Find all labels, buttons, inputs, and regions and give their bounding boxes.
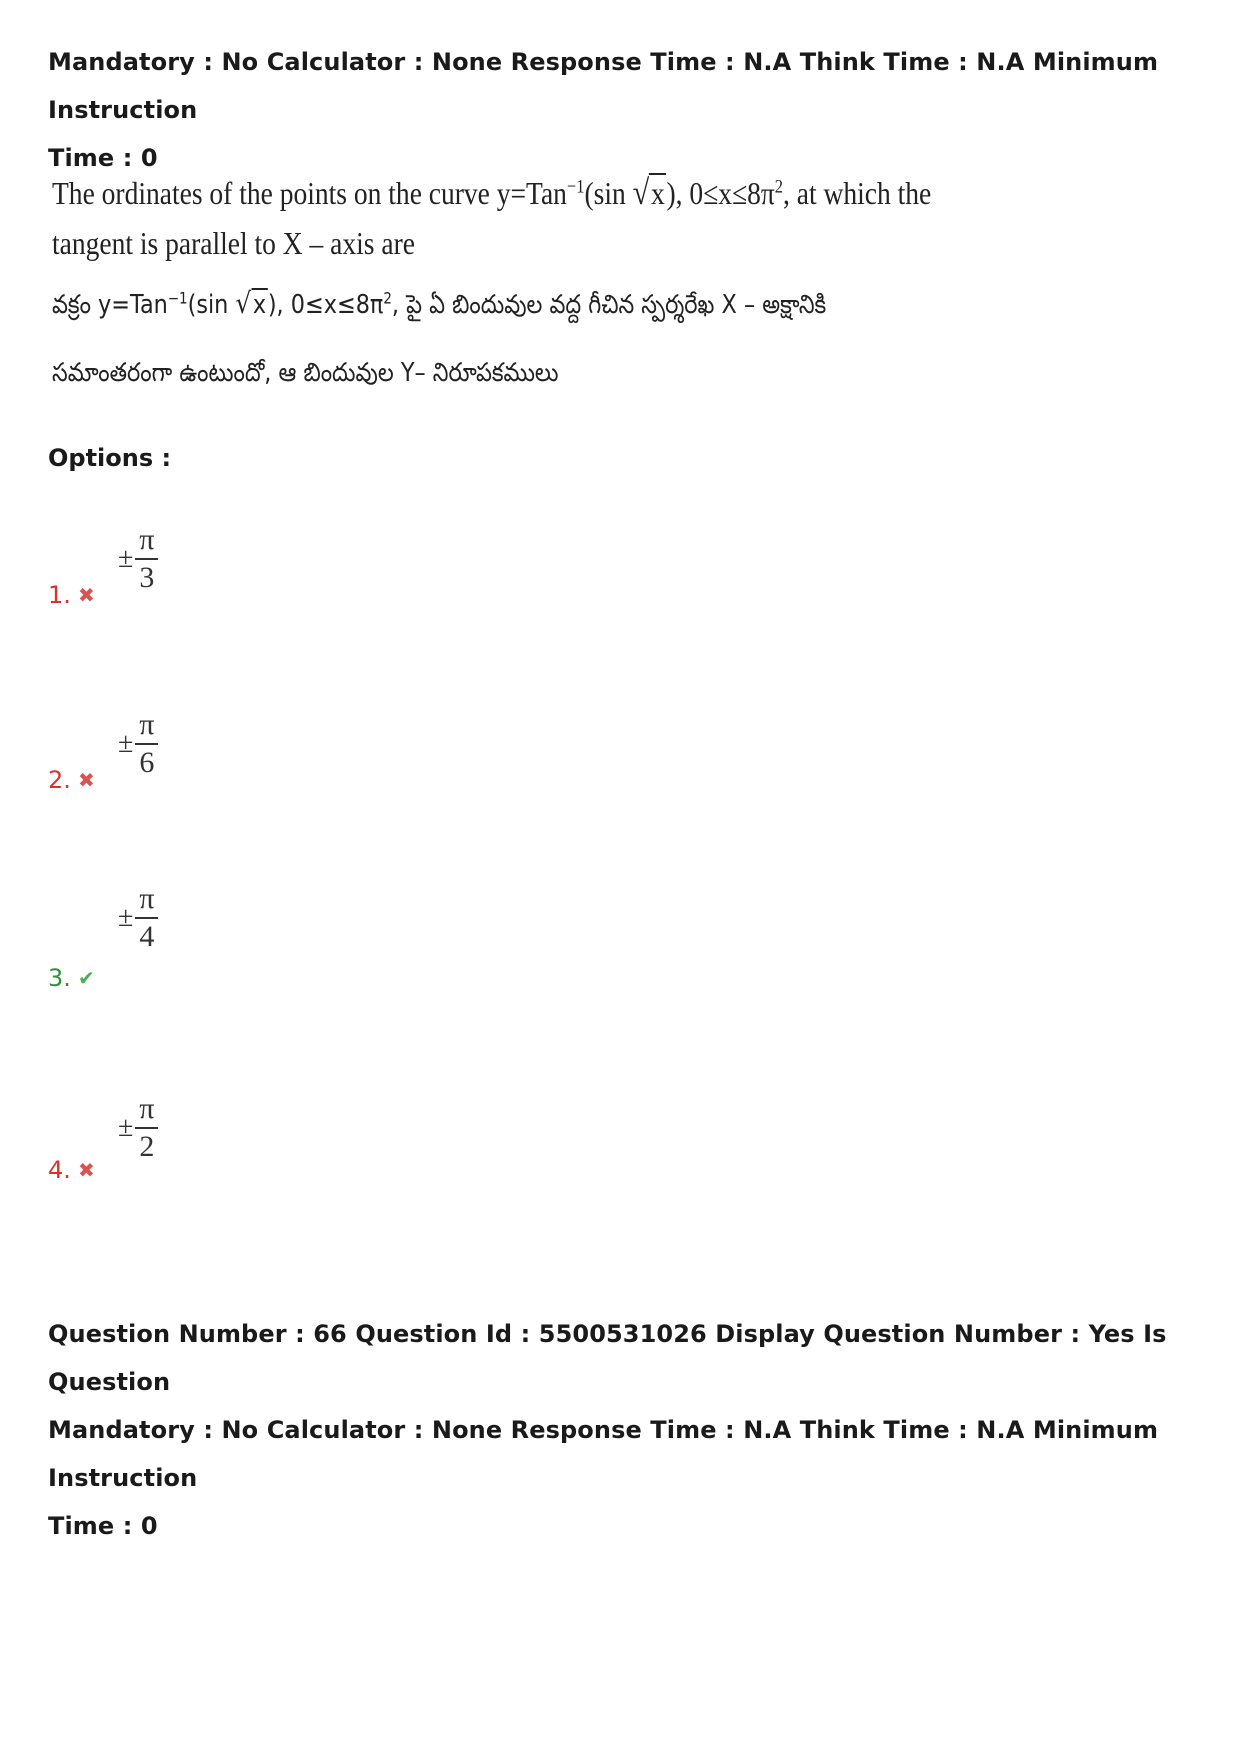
fraction [135, 881, 158, 955]
next-meta-line-1: Question Number : 66 Question Id : 5500531026 Display Question Number : Yes Is Question [48, 1320, 1167, 1396]
q-en-sup1: −1 [566, 176, 585, 198]
meta-line-2: Time : 0 [48, 144, 158, 172]
sqrt-sign-te: √ [235, 286, 252, 320]
wrong-mark-icon: ✖ [78, 768, 95, 792]
q-en-pre: The ordinates of the points on the curve y=Tan [52, 175, 567, 211]
fraction [135, 707, 158, 781]
q-en-sup2: 2 [774, 176, 784, 198]
numerator: π [139, 1092, 155, 1125]
question-english-line-1 [52, 168, 932, 218]
option-value [118, 881, 158, 955]
sqrt-arg-te: x [252, 290, 267, 320]
option-value [118, 707, 158, 781]
next-meta-line-2: Mandatory : No Calculator : None Response Time : N.A Think Time : N.A Minimum Instruction [48, 1416, 1159, 1492]
previous-question-meta [48, 38, 1208, 182]
next-meta-line-3: Time : 0 [48, 1512, 158, 1540]
q-te-end: , పై ఏ బిందువుల వద్ద గీచిన స్పర్శరేఖ X – అక్షానికి [391, 290, 827, 320]
plus-minus: ± [118, 543, 134, 574]
options-label: Options : [48, 444, 172, 472]
numerator: π [139, 708, 155, 741]
option-number: 2. [48, 766, 71, 794]
option-number: 3. [48, 964, 71, 992]
correct-check-icon: ✔ [78, 966, 95, 990]
q-en-post: ), 0≤x≤8π [666, 175, 775, 211]
q-te-pre: వక్రం y=Tan [52, 290, 168, 320]
option-3[interactable] [48, 883, 348, 993]
next-question-meta [48, 1310, 1208, 1550]
question-telugu-line-2: సమాంతరంగా ఉంటుందో, ఆ బిందువుల Y– నిరూపకములు [52, 358, 559, 388]
fraction [135, 522, 158, 596]
denominator: 4 [135, 917, 158, 955]
q-en-end: , at which the [783, 175, 932, 211]
q-te-sup1: −1 [167, 289, 188, 308]
q-te-sup2: 2 [383, 289, 392, 308]
numerator: π [139, 523, 155, 556]
question-english-line-2: tangent is parallel to X – axis are [52, 225, 415, 261]
denominator: 6 [135, 743, 158, 781]
q-te-post: ), 0≤x≤8π [267, 290, 384, 320]
option-value [118, 1091, 158, 1165]
wrong-mark-icon: ✖ [78, 583, 95, 607]
sqrt-arg: x [650, 175, 665, 211]
q-en-mid: (sin [584, 175, 633, 211]
wrong-mark-icon: ✖ [78, 1158, 95, 1182]
sqrt-sign: √ [632, 173, 650, 212]
plus-minus: ± [118, 728, 134, 759]
option-1[interactable] [48, 500, 348, 610]
q-te-mid: (sin [187, 290, 236, 320]
option-number: 1. [48, 581, 71, 609]
question-text [52, 168, 952, 408]
sqrt-expression [633, 175, 667, 211]
option-4[interactable] [48, 1075, 348, 1185]
question-telugu-line-1 [52, 268, 826, 338]
option-number: 4. [48, 1156, 71, 1184]
fraction [135, 1091, 158, 1165]
sqrt-expression-te [235, 286, 267, 320]
plus-minus: ± [118, 1112, 134, 1143]
numerator: π [139, 882, 155, 915]
plus-minus: ± [118, 902, 134, 933]
option-value [118, 522, 158, 596]
meta-line-1: Mandatory : No Calculator : None Response Time : N.A Think Time : N.A Minimum Instruction [48, 48, 1159, 124]
denominator: 2 [135, 1127, 158, 1165]
option-2[interactable] [48, 685, 348, 795]
denominator: 3 [135, 558, 158, 596]
